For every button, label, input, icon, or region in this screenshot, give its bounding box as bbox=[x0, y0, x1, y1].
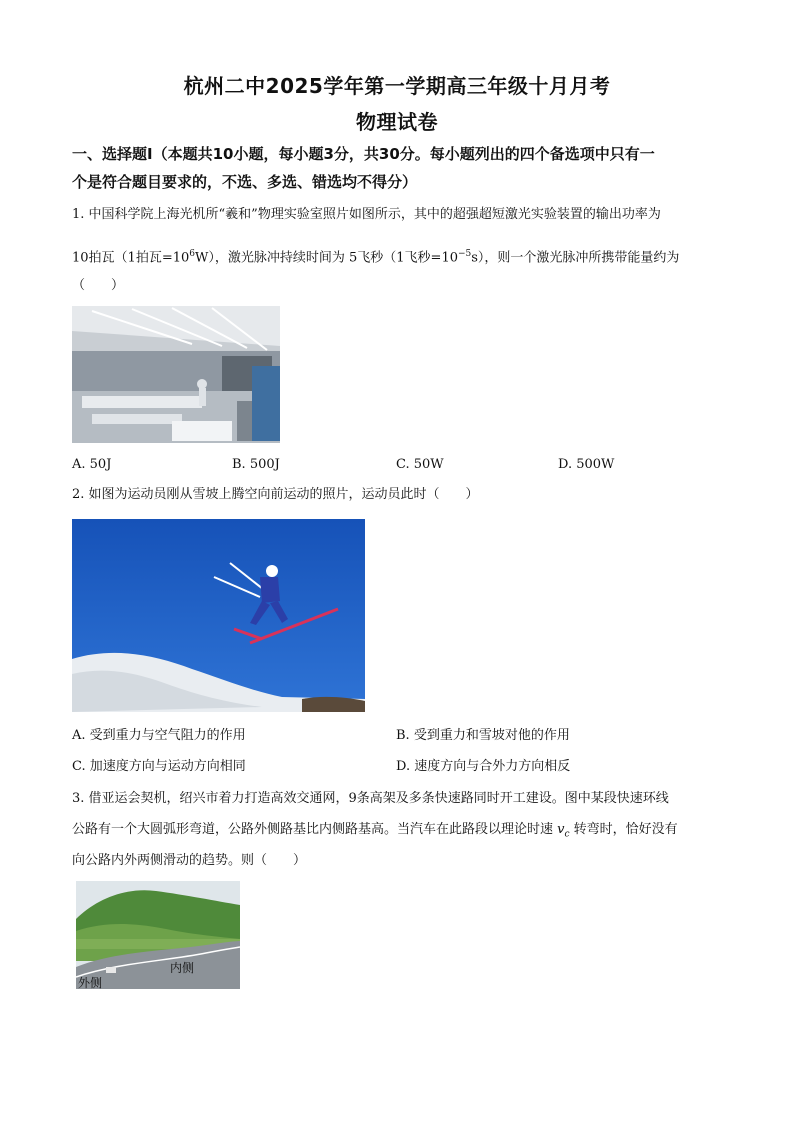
q2-option-a: A. 受到重力与空气阻力的作用 bbox=[72, 728, 246, 743]
laser-lab-photo bbox=[72, 306, 280, 443]
curved-road-photo bbox=[76, 881, 240, 989]
q2-option-b: B. 受到重力和雪坡对他的作用 bbox=[396, 728, 570, 743]
q3-text-a: 公路有一个大圆弧形弯道，公路外侧路基比内侧路基高。当汽车在此路段以理论时速 bbox=[72, 822, 558, 837]
q1-power-base: 10 bbox=[172, 250, 190, 266]
q3-velocity-subscript: c bbox=[564, 829, 570, 840]
q3-text-b: 转弯时，恰好没有 bbox=[569, 822, 678, 837]
q1-blank: （ ） bbox=[72, 278, 125, 293]
q1-option-b: B. 500J bbox=[232, 457, 280, 472]
inner-side-label: 内侧 bbox=[170, 961, 195, 975]
q1-text-a: 10拍瓦（1拍瓦= bbox=[72, 250, 173, 266]
q1-option-d: D. 500W bbox=[558, 457, 615, 472]
q1-time-exp: −5 bbox=[457, 249, 472, 259]
q3-velocity-symbol: v bbox=[557, 822, 565, 837]
q1-power-exp: 6 bbox=[189, 249, 195, 259]
outer-side-label: 外侧 bbox=[78, 976, 103, 989]
ski-jumper-photo bbox=[72, 519, 365, 712]
q1-option-c: C. 50W bbox=[396, 457, 444, 472]
q1-stem-line1: 1. 中国科学院上海光机所“羲和”物理实验室照片如图所示，其中的超强超短激光实验装置的输出功率为 bbox=[72, 207, 661, 222]
page-subtitle: 物理试卷 bbox=[356, 110, 438, 134]
q1-option-a: A. 50J bbox=[72, 457, 112, 472]
q3-stem-line2 bbox=[72, 820, 678, 845]
q1-stem-line2 bbox=[72, 244, 679, 268]
q3-stem-line1: 3. 借亚运会契机，绍兴市着力打造高效交通网，9条高架及多条快速路同时开工建设。图中某段快速环线 bbox=[72, 791, 669, 806]
q2-option-c: C. 加速度方向与运动方向相同 bbox=[72, 759, 246, 774]
section-heading-line1: 一、选择题Ⅰ（本题共10小题，每小题3分，共30分。每小题列出的四个备选项中只有一 bbox=[72, 145, 655, 163]
q1-text-c: s），则一个激光脉冲所携带能量约为 bbox=[471, 250, 680, 266]
page-title: 杭州二中2025学年第一学期高三年级十月月考 bbox=[183, 74, 611, 98]
q1-text-b: W），激光脉冲持续时间为 5飞秒（1飞秒= bbox=[195, 250, 442, 266]
q2-stem-line1: 2. 如图为运动员刚从雪坡上腾空向前运动的照片，运动员此时（ ） bbox=[72, 487, 479, 502]
q1-time-base: 10 bbox=[441, 250, 458, 266]
q2-option-d: D. 速度方向与合外力方向相反 bbox=[396, 759, 571, 774]
section-heading-line2: 个是符合题目要求的，不选、多选、错选均不得分） bbox=[72, 173, 418, 191]
q3-stem-line3: 向公路内外两侧滑动的趋势。则（ ） bbox=[72, 853, 307, 868]
